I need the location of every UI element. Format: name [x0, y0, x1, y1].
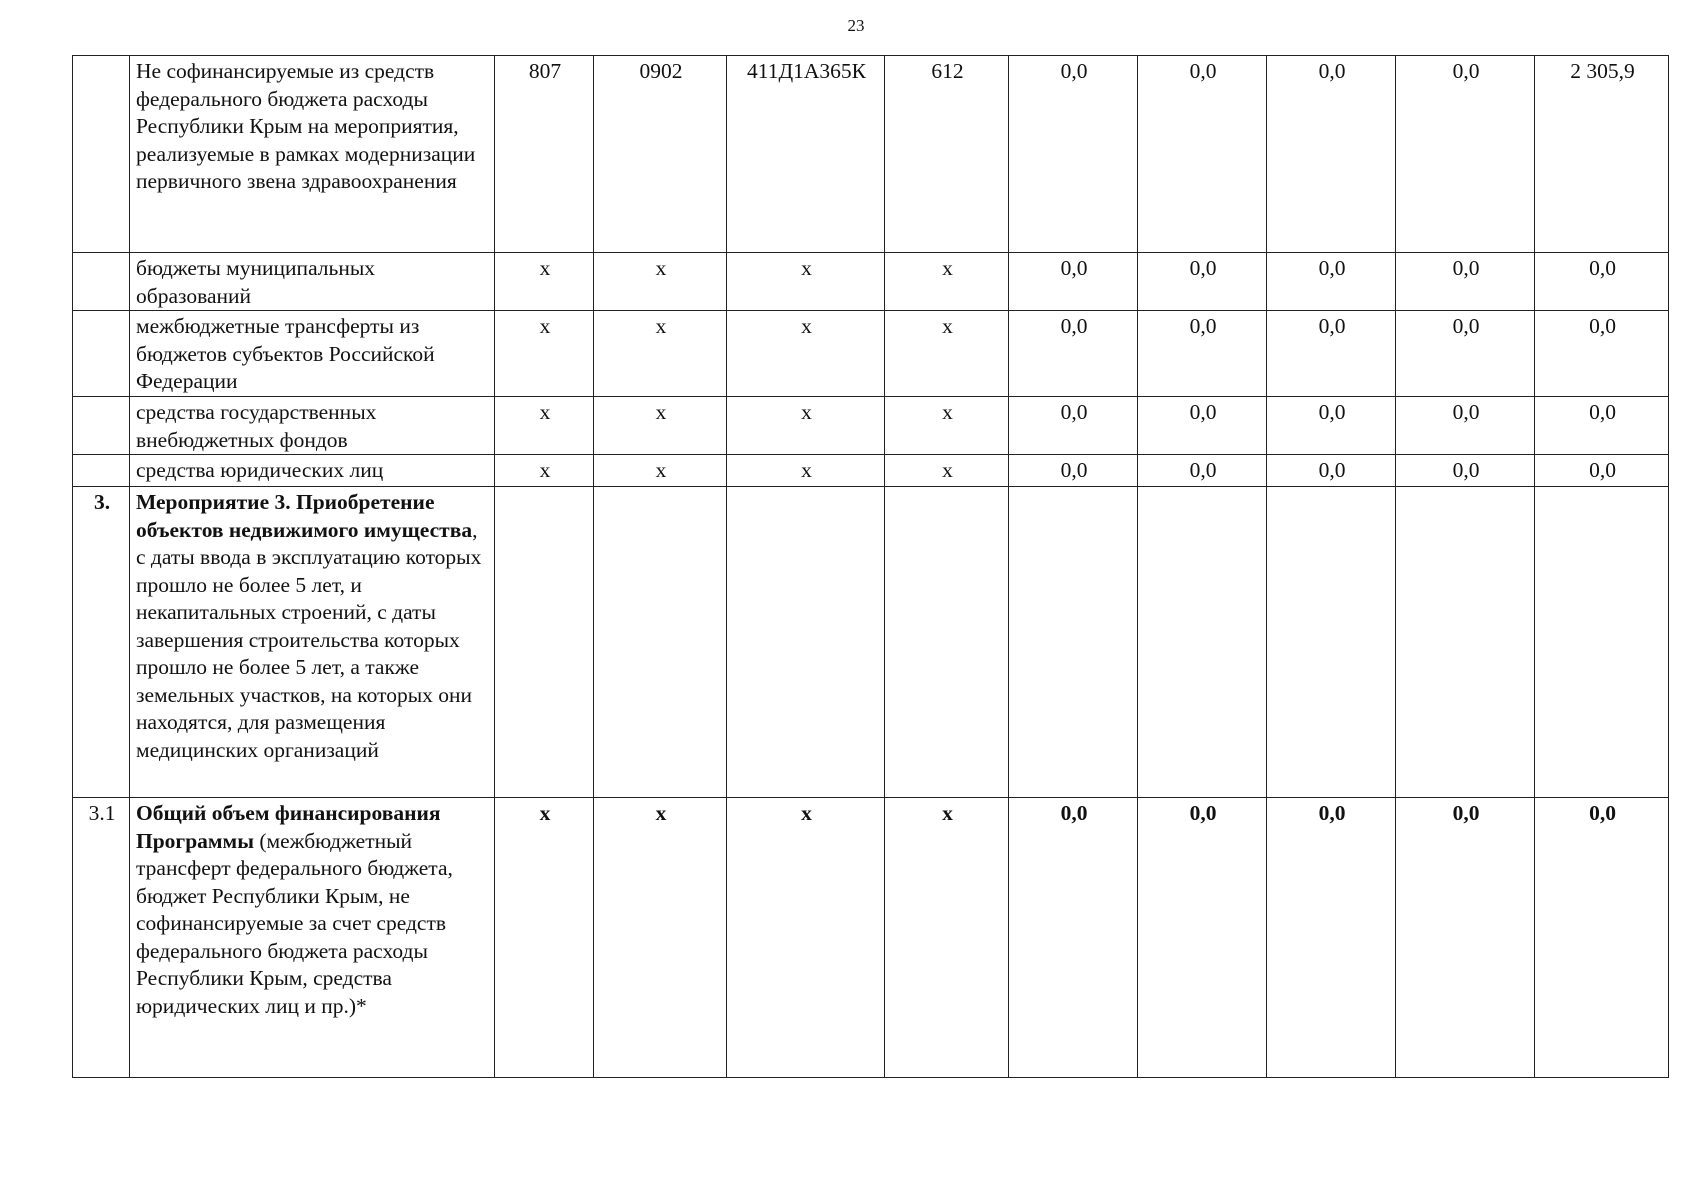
csr-cell: х [727, 311, 885, 397]
value-cell: 0,0 [1267, 798, 1396, 1078]
value-cell: 0,0 [1535, 455, 1669, 487]
grbs-cell: х [495, 397, 594, 455]
value-cell [1396, 487, 1535, 798]
vr-cell [885, 487, 1009, 798]
value-cell: 0,0 [1267, 311, 1396, 397]
rzpr-cell: х [594, 397, 727, 455]
row-index [73, 56, 130, 253]
value-cell [1009, 487, 1138, 798]
rzpr-cell: 0902 [594, 56, 727, 253]
measure-title: Мероприятие 3. Приобретение объектов недвижимого имущества [136, 490, 473, 542]
value-cell: 0,0 [1396, 798, 1535, 1078]
value-cell: 0,0 [1009, 397, 1138, 455]
vr-cell: х [885, 311, 1009, 397]
value-cell: 0,0 [1009, 798, 1138, 1078]
row-description: бюджеты муниципальных образований [130, 253, 495, 311]
value-cell: 0,0 [1535, 397, 1669, 455]
grbs-cell: 807 [495, 56, 594, 253]
value-cell: 0,0 [1138, 455, 1267, 487]
row-index: 3.1 [73, 798, 130, 1078]
value-cell: 0,0 [1396, 455, 1535, 487]
value-cell [1535, 487, 1669, 798]
table-row [73, 56, 1669, 253]
vr-cell: х [885, 798, 1009, 1078]
table-row [73, 311, 1669, 397]
value-cell: 0,0 [1535, 311, 1669, 397]
value-cell: 0,0 [1138, 253, 1267, 311]
table-row [73, 253, 1669, 311]
value-cell: 0,0 [1396, 397, 1535, 455]
row-index [73, 311, 130, 397]
value-cell: 0,0 [1009, 311, 1138, 397]
vr-cell: 612 [885, 56, 1009, 253]
grbs-cell: х [495, 798, 594, 1078]
table-row [73, 397, 1669, 455]
csr-cell: х [727, 798, 885, 1078]
value-cell [1138, 487, 1267, 798]
row-description: средства юридических лиц [130, 455, 495, 487]
csr-cell: х [727, 455, 885, 487]
vr-cell: х [885, 253, 1009, 311]
csr-cell: х [727, 397, 885, 455]
value-cell: 2 305,9 [1535, 56, 1669, 253]
row-description [130, 487, 495, 798]
row-description: средства государственных внебюджетных фондов [130, 397, 495, 455]
value-cell: 0,0 [1138, 397, 1267, 455]
rzpr-cell [594, 487, 727, 798]
row-index [73, 455, 130, 487]
value-cell: 0,0 [1138, 56, 1267, 253]
total-text: (межбюджетный трансферт федерального бюджета, бюджет Республики Крым, не софинансируемые за счет средств федерального бюджета расходы Республики Крым, средства юридических лиц и пр.)* [136, 828, 453, 1018]
page-number: 23 [847, 16, 865, 35]
table-row [73, 487, 1669, 798]
budget-table [72, 55, 1669, 1078]
value-cell: 0,0 [1009, 56, 1138, 253]
rzpr-cell: х [594, 253, 727, 311]
vr-cell: х [885, 455, 1009, 487]
vr-cell: х [885, 397, 1009, 455]
value-cell: 0,0 [1267, 56, 1396, 253]
value-cell: 0,0 [1138, 798, 1267, 1078]
grbs-cell: х [495, 455, 594, 487]
grbs-cell: х [495, 253, 594, 311]
row-index [73, 397, 130, 455]
table-row [73, 798, 1669, 1078]
value-cell: 0,0 [1396, 56, 1535, 253]
row-index: 3. [73, 487, 130, 798]
table-row [73, 455, 1669, 487]
value-cell: 0,0 [1396, 311, 1535, 397]
value-cell: 0,0 [1535, 798, 1669, 1078]
grbs-cell [495, 487, 594, 798]
value-cell: 0,0 [1267, 397, 1396, 455]
value-cell [1267, 487, 1396, 798]
row-description [130, 798, 495, 1078]
value-cell: 0,0 [1267, 455, 1396, 487]
grbs-cell: х [495, 311, 594, 397]
total-title: Общий объем финансирования Программы [136, 801, 441, 853]
value-cell: 0,0 [1009, 455, 1138, 487]
csr-cell: 411Д1А365К [727, 56, 885, 253]
rzpr-cell: х [594, 455, 727, 487]
value-cell: 0,0 [1009, 253, 1138, 311]
csr-cell [727, 487, 885, 798]
rzpr-cell: х [594, 311, 727, 397]
value-cell: 0,0 [1138, 311, 1267, 397]
value-cell: 0,0 [1535, 253, 1669, 311]
measure-text: , с даты ввода в эксплуатацию которых прошло не более 5 лет, и некапитальных строений, с даты завершения строительства которых прошло не более 5 лет, а также земельных участков, на которых они находятся, для размещения медицинских организаций [136, 517, 482, 762]
csr-cell: х [727, 253, 885, 311]
rzpr-cell: х [594, 798, 727, 1078]
row-index [73, 253, 130, 311]
row-description: Не софинансируемые из средств федерального бюджета расходы Республики Крым на мероприятия, реализуемые в рамках модернизации первичного звена здравоохранения [130, 56, 495, 253]
value-cell: 0,0 [1396, 253, 1535, 311]
row-description: межбюджетные трансферты из бюджетов субъектов Российской Федерации [130, 311, 495, 397]
value-cell: 0,0 [1267, 253, 1396, 311]
